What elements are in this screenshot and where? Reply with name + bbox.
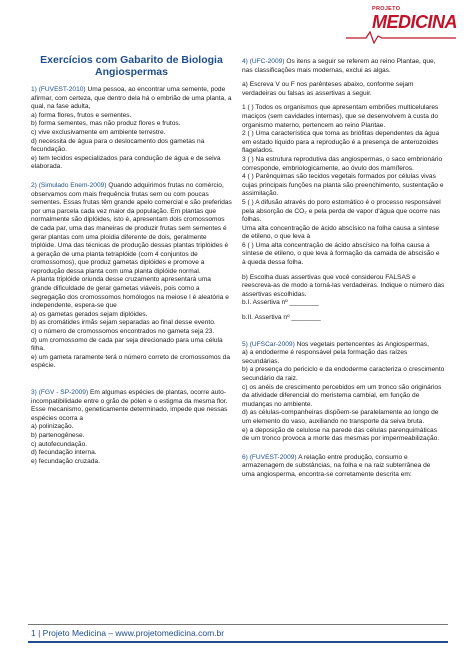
right-column (242, 58, 445, 490)
option: e) fecundação cruzada. (31, 457, 100, 465)
question-header: 3) (FGV - SP-2009) (31, 389, 89, 396)
question-1 (31, 86, 232, 172)
option: b) partenogênese. (31, 431, 85, 439)
option: b) forma sementes, mas não produz flores e frutos. (31, 120, 181, 128)
question-3 (31, 389, 232, 466)
option: c) o número de cromossomos encontrados no gameta seja 23. (31, 328, 215, 336)
option: a) a endoderme é responsável pela formação das raízes secundárias. (242, 349, 408, 365)
option: b) a presença do periciclo e da endoderme caracteriza o crescimento secundário da raiz. (242, 366, 445, 382)
question-stem: Nos vegetais pertencentes às Angiospermas, (294, 340, 429, 348)
assertion: Uma alta concentração de ácido abscísico na folha causa a síntese de etileno, o que leva à (242, 224, 440, 241)
assertion: 2 ( ) Uma característica que toma as briófitas dependentes da água em estado líquido para a reprodução é a presença de anterozoides flagelados. (242, 130, 440, 155)
option: e) um gameta raramente terá o número correto de cromossomos da espécie. (31, 353, 231, 370)
question-stem: Em algumas espécies de plantas, ocorre auto-incompatibilidade entre o grão de pólen e o estigma da mesma flor. Esse mecanismo, geneticamente determinado, impede que nessas espécies ocorra a (31, 389, 228, 422)
answer-line: b.I. Assertiva nº ________ (242, 299, 319, 307)
assertion: 6 ( ) Uma alta concentração de ácido abscísico na folha causa a síntese de etileno, o que leva à formação da camada de abscisão e à queda dessa folha. (242, 241, 440, 267)
assertion: 5 ( ) A difusão através do poro estomático é o processo responsável pela absorção de CO₂ e pela perda de vapor d'água que ocorre nas folhas. (242, 198, 441, 224)
logo-top-text: PROJETO (372, 6, 401, 12)
footer-divider (28, 624, 448, 625)
option: d) necessita de água para o deslocamento dos gametas na fecundação. (31, 137, 205, 154)
question-stem-3: b) Escolha duas assertivas que você considerou FALSAS e reescreva-as de modo a torná-las verdadeiras. Indique o número das assertivas escolhidas. (242, 273, 445, 298)
option: c) autofecundação. (31, 440, 88, 448)
question-stem: A relação entre produção, consumo e armazenagem de substâncias, na folha e na raiz subterrânea de uma angiosperma, encontra-se corretamente descrita em: (242, 453, 431, 478)
question-6 (242, 454, 445, 480)
question-4 (242, 58, 445, 323)
option: d) as células-companheiras dispõem-se paralelamente ao longo de um elemento do vaso, auxiliando no transporte da seiva bruta. (242, 409, 439, 425)
question-header: 5) (UFSCar-2009) (242, 340, 295, 348)
question-5 (242, 341, 445, 444)
assertion: 3 ( ) Na estrutura reprodutiva das angiospermas, o saco embrionário corresponde, embriologicamente, ao óvulo dos mamíferos. (242, 155, 443, 172)
option: d) um cromossomo de cada par seja direcionado para uma célula filha. (31, 336, 223, 353)
option: d) fecundação interna. (31, 449, 97, 457)
option: b) as cromátides irmãs sejam separadas ao final desse evento. (31, 319, 216, 327)
footer-text: 1 | Projeto Medicina – www.projetomedicina.com.br (31, 628, 225, 638)
answer-line: b.II. Assertiva nº ________ (242, 314, 321, 322)
question-header: 4) (UFC-2009) (242, 58, 285, 65)
assertion: 1 ( ) Todos os organismos que apresentam embriões multicelulares maciços (sem cavidades internas), que se desenvolvem à custa do organismo materno, pertencem ao reino Plantae. (242, 104, 439, 129)
question-stem-2: a) Escreva V ou F nos parênteses abaixo, conforme sejam verdadeiras ou falsas as assertivas a seguir. (242, 81, 414, 97)
option: c) vive exclusivamente em ambiente terrestre. (31, 128, 166, 136)
logo-main-text: MEDICINA (372, 12, 457, 32)
assertion: 4 ( ) Parênquimas são tecidos vegetais formados por células vivas cujas principais funções na planta são preenchimento, sustentação e assimilação. (242, 173, 444, 198)
question-header: 6) (FUVEST-2009) (242, 453, 297, 461)
question-header: 2) (Simulado Enem-2009) (31, 181, 107, 189)
option: a) forma flores, frutos e sementes. (31, 111, 132, 119)
option: c) os anéis de crescimento percebidos em um tronco são originários da atividade diferencial do meristema cambial, em função de mudanças no ambiente. (242, 383, 442, 408)
question-stem: Quando adquirimos frutas no comércio, observamos com mais frequência frutas sem ou com poucas sementes. Essas frutas têm grande apelo comercial e são preferidas por uma parcela cada vez maior da população. Em plantas que normalmente são diplóides, isto é, apresentam dois cromossomos de cada par, uma das maneiras de produzir frutas sem sementes é gerar plantas com uma ploidia diferente de dois, geralmente triplóide. Uma das técnicas de produção dessas plantas triplóides é a geração de uma planta tetraplóide (com 4 conjuntos de cromossomos), que produz gametas diplóides e promove a reprodução dessa planta com uma planta diplóide normal. (31, 181, 232, 275)
option: a) os gametas gerados sejam diplóides. (31, 310, 148, 318)
question-stem-2: A planta triplóide oriunda desse cruzamento apresentará uma grande dificuldade de gerar gametas viáveis, pois como a segregação dos cromossomos homólogos na meiose I é aleatória e independente, espera-se que (31, 276, 229, 310)
logo (346, 6, 456, 46)
question-2 (31, 182, 232, 371)
question-header: 1) (FUVEST-2010) (31, 86, 86, 93)
footer-bar (28, 641, 448, 643)
left-column (31, 54, 232, 476)
option: a) polinização. (31, 423, 74, 431)
option: e) a deposição de celulose na parede das células parenquimáticas de um tronco provoca a morte das mesmas por impermeabilização. (242, 426, 440, 443)
option: e) tem tecidos especializados para condução de água e de seiva elaborada. (31, 154, 221, 171)
question-stem: Os itens a seguir se referem ao reino Plantae, que, nas classificações mais modernas, exclui as algas. (242, 58, 436, 74)
question-stem: Uma pessoa, ao encontrar uma semente, pode afirmar, com certeza, que dentro dela há o embrião de uma planta, a qual, na fase adulta, (31, 86, 232, 111)
document-title: Exercícios com Gabarito de Biologia Angiospermas (40, 54, 223, 78)
